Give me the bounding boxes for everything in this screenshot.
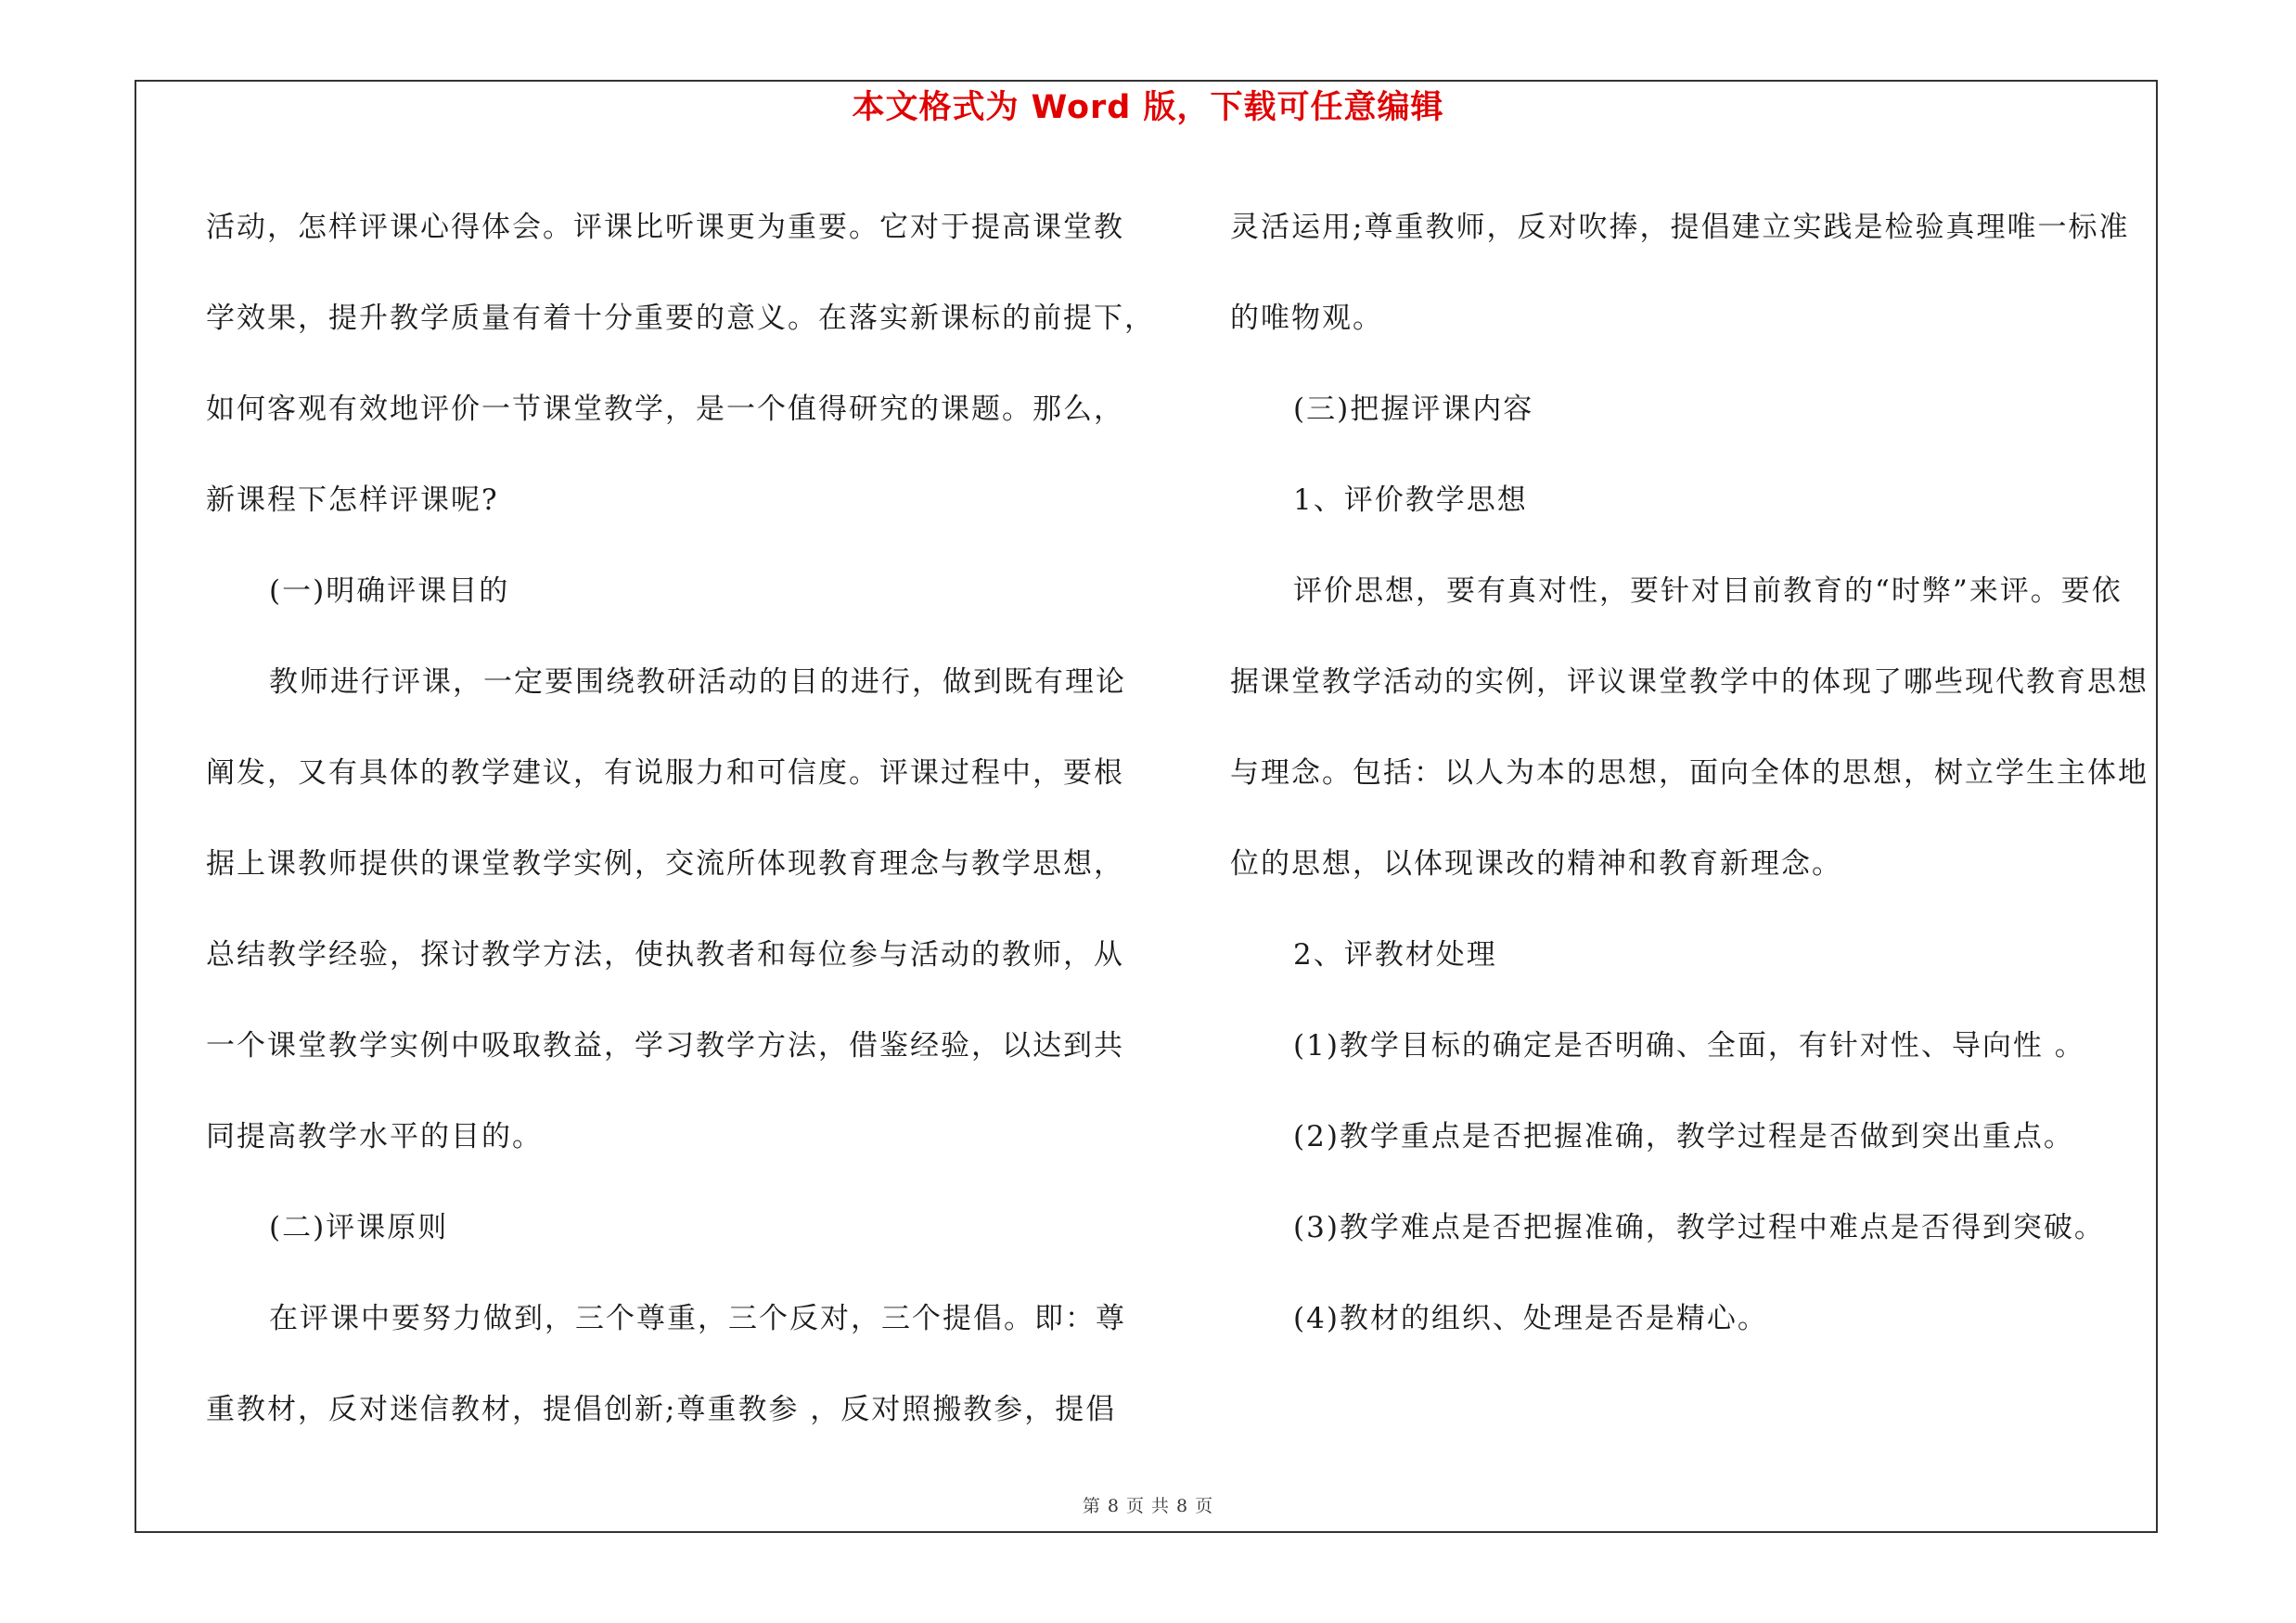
list-item: (2)教学重点是否把握准确，教学过程是否做到突出重点。 xyxy=(1293,1120,2074,1153)
list-item: (3)教学难点是否把握准确，教学过程中难点是否得到突破。 xyxy=(1293,1211,2105,1244)
paragraph-line: 据课堂教学活动的实例，评议课堂教学中的体现了哪些现代教育思想 xyxy=(1230,665,2148,699)
list-item: (1)教学目标的确定是否明确、全面，有针对性、导向性 。 xyxy=(1293,1029,2085,1063)
paragraph-line: 与理念。包括：以人为本的思想，面向全体的思想，树立学生主体地 xyxy=(1230,756,2148,790)
paragraph-line: 教师进行评课，一定要围绕教研活动的目的进行，做到既有理论 xyxy=(269,665,1126,699)
paragraph-line: 新课程下怎样评课呢? xyxy=(206,483,499,517)
section-heading: (二)评课原则 xyxy=(269,1211,449,1244)
paragraph-line: 在评课中要努力做到，三个尊重，三个反对，三个提倡。即：尊 xyxy=(269,1302,1126,1335)
paragraph-line: 活动，怎样评课心得体会。评课比听课更为重要。它对于提高课堂教 xyxy=(206,211,1124,244)
section-heading: (一)明确评课目的 xyxy=(269,574,510,608)
paragraph-line: 的唯物观。 xyxy=(1230,302,1383,335)
paragraph-line: 重教材，反对迷信教材，提倡创新;尊重教参 ，反对照搬教参，提倡 xyxy=(206,1393,1117,1426)
right-text-column xyxy=(1230,182,2158,1364)
list-item: (4)教材的组织、处理是否是精心。 xyxy=(1293,1302,1768,1335)
paragraph-line: 灵活运用;尊重教师，反对吹捧，提倡建立实践是检验真理唯一标准 xyxy=(1230,211,2130,244)
paragraph-line: 同提高教学水平的目的。 xyxy=(206,1120,543,1153)
paragraph-line: 如何客观有效地评价一节课堂教学，是一个值得研究的课题。那么， xyxy=(206,393,1124,426)
section-heading: (三)把握评课内容 xyxy=(1293,393,1534,426)
paragraph-line: 学效果，提升教学质量有着十分重要的意义。在落实新课标的前提下， xyxy=(206,302,1155,335)
subsection-heading: 1、评价教学思想 xyxy=(1293,483,1528,517)
paragraph-line: 据上课教师提供的课堂教学实例，交流所体现教育理念与教学思想， xyxy=(206,847,1124,881)
paragraph-line: 总结教学经验，探讨教学方法，使执教者和每位参与活动的教师，从 xyxy=(206,938,1124,972)
document-banner: 本文格式为 Word 版，下载可任意编辑 xyxy=(852,89,1444,126)
paragraph-line: 一个课堂教学实例中吸取教益，学习教学方法，借鉴经验，以达到共 xyxy=(206,1029,1124,1063)
subsection-heading: 2、评教材处理 xyxy=(1293,938,1497,972)
paragraph-line: 位的思想，以体现课改的精神和教育新理念。 xyxy=(1230,847,1842,881)
paragraph-line: 阐发，又有具体的教学建议，有说服力和可信度。评课过程中，要根 xyxy=(206,756,1124,790)
left-text-column xyxy=(206,182,1155,1455)
page-number-footer: 第 8 页 共 8 页 xyxy=(1082,1496,1214,1516)
paragraph-line: 评价思想，要有真对性，要针对目前教育的“时弊”来评。要依 xyxy=(1293,574,2123,608)
